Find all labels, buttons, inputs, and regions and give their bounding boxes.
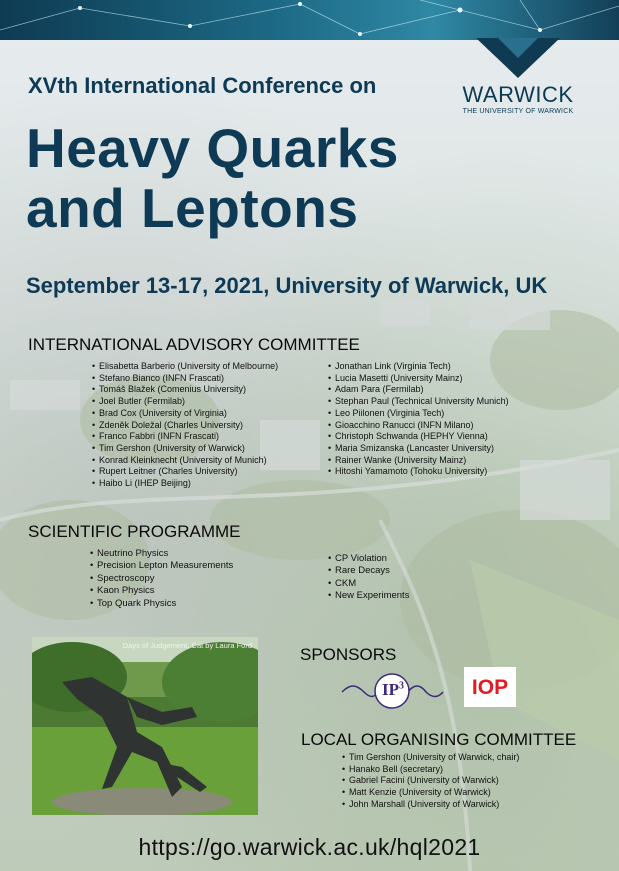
title-line-2: and Leptons (26, 177, 359, 239)
iop-label: IOP (471, 676, 509, 699)
list-item: • Gabriel Facini (University of Warwick) (342, 775, 519, 787)
programme-list-left (90, 548, 233, 610)
list-item: • John Marshall (University of Warwick) (342, 799, 519, 811)
list-item: • Kaon Physics (90, 585, 233, 597)
conference-url[interactable]: https://go.warwick.ac.uk/hql2021 (138, 834, 481, 860)
list-item: • Matt Kenzie (University of Warwick) (342, 787, 519, 799)
iop-sponsor-logo (464, 667, 516, 707)
list-item: • Jonathan Link (Virginia Tech) (328, 361, 509, 373)
list-item: • Elisabetta Barberio (University of Melbourne) (92, 361, 278, 373)
list-item: • CKM (328, 578, 409, 590)
list-item: • Spectroscopy (90, 573, 233, 585)
advisory-list-left (92, 361, 278, 490)
list-item: • Tim Gershon (University of Warwick, chair) (342, 752, 519, 764)
list-item: • Hitoshi Yamamoto (Tohoku University) (328, 466, 509, 478)
list-item: • Brad Cox (University of Virginia) (92, 408, 278, 420)
sponsors-heading: SPONSORS (300, 645, 397, 664)
ip3-label: IP (382, 680, 399, 699)
conference-subtitle: XVth International Conference on (28, 73, 377, 98)
list-item: • Tim Gershon (University of Warwick) (92, 443, 278, 455)
list-item: • Stephan Paul (Technical University Munich) (328, 396, 509, 408)
list-item: • Lucia Masetti (University Mainz) (328, 373, 509, 385)
list-item: • Konrad Kleinknecht (University of Munich) (92, 455, 278, 467)
list-item: • Top Quark Physics (90, 598, 233, 610)
list-item: • Tomáš Blažek (Comenius University) (92, 384, 278, 396)
list-item: • Gioacchino Ranucci (INFN Milano) (328, 420, 509, 432)
cat-sculpture-image (32, 637, 258, 815)
sculpture-photo (32, 637, 258, 815)
list-item: • Precision Lepton Measurements (90, 560, 233, 572)
programme-list-right (328, 553, 409, 603)
list-item: • Stefano Bianco (INFN Frascati) (92, 373, 278, 385)
list-item: • New Experiments (328, 590, 409, 602)
photo-caption: Days of Judgement, Cat by Laura Ford (122, 641, 252, 650)
advisory-list-right (328, 361, 509, 478)
list-item: • Franco Fabbri (INFN Frascati) (92, 431, 278, 443)
list-item: • CP Violation (328, 553, 409, 565)
conference-dates: September 13-17, 2021, University of Warwick, UK (26, 273, 548, 298)
advisory-heading: INTERNATIONAL ADVISORY COMMITTEE (28, 335, 360, 354)
list-item: • Hanako Bell (secretary) (342, 764, 519, 776)
list-item: • Zdeněk Doležal (Charles University) (92, 420, 278, 432)
list-item: • Haibo Li (IHEP Beijing) (92, 478, 278, 490)
warwick-wordmark: WARWICK (462, 82, 574, 107)
warwick-tagline: THE UNIVERSITY OF WARWICK (462, 108, 574, 115)
list-item: • Neutrino Physics (90, 548, 233, 560)
programme-heading: SCIENTIFIC PROGRAMME (28, 522, 241, 541)
local-committee-list (342, 752, 519, 811)
title-line-1: Heavy Quarks (26, 117, 399, 179)
list-item: • Rupert Leitner (Charles University) (92, 466, 278, 478)
local-committee-heading: LOCAL ORGANISING COMMITTEE (301, 730, 577, 749)
conference-title (26, 118, 399, 238)
warwick-logo (458, 38, 578, 122)
warwick-chevron-icon (458, 38, 578, 80)
list-item: • Maria Smizanska (Lancaster University) (328, 443, 509, 455)
network-banner (0, 0, 619, 40)
list-item: • Adam Para (Fermilab) (328, 384, 509, 396)
list-item: • Joel Butler (Fermilab) (92, 396, 278, 408)
list-item: • Leo Piilonen (Virginia Tech) (328, 408, 509, 420)
ip3-superscript: 3 (399, 680, 404, 692)
list-item: • Rare Decays (328, 565, 409, 577)
ip3-sponsor-logo (340, 672, 445, 710)
list-item: • Rainer Wanke (University Mainz) (328, 455, 509, 467)
list-item: • Christoph Schwanda (HEPHY Vienna) (328, 431, 509, 443)
